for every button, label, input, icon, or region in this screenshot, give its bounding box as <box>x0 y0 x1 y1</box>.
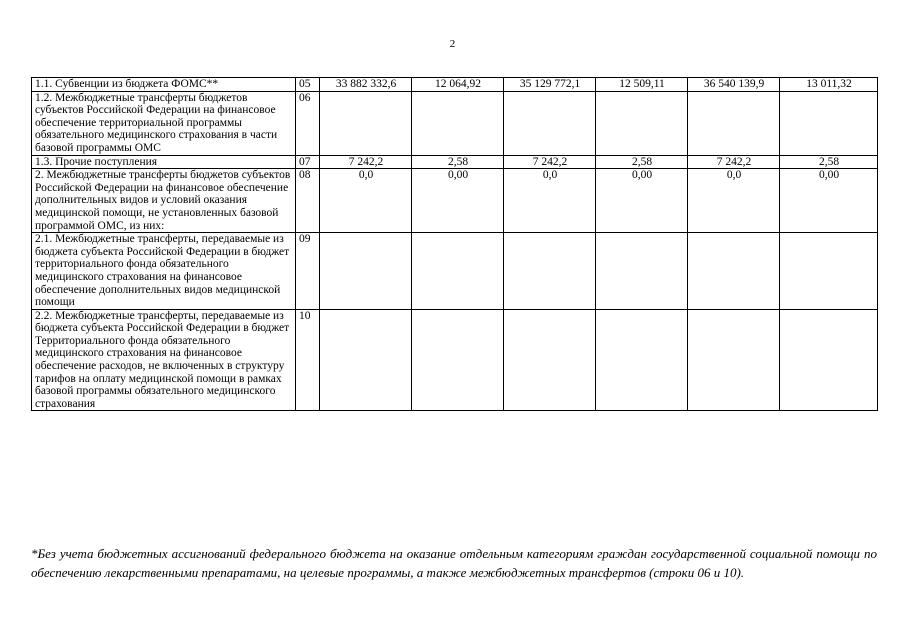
table-row <box>32 169 878 233</box>
row-code: 09 <box>296 233 320 310</box>
row-name: 2.2. Межбюджетные трансферты, передаваемые из бюджета субъекта Российской Федерации в бюджет Территориального фонда обязательного медицинского страхования на финансовое обеспечение расходов, не включенных в структуру тарифов на оплату медицинской помощи в рамках базовой программы обязательного медицинского страхования <box>32 309 296 411</box>
table-cell: 0,0 <box>504 169 596 233</box>
table-cell <box>412 233 504 310</box>
row-name: 1.3. Прочие поступления <box>32 155 296 169</box>
table-cell: 7 242,2 <box>320 155 412 169</box>
table-cell: 0,0 <box>688 169 780 233</box>
table-cell: 0,00 <box>596 169 688 233</box>
row-code: 10 <box>296 309 320 411</box>
table-cell <box>780 309 878 411</box>
table-cell: 33 882 332,6 <box>320 78 412 92</box>
table-cell: 13 011,32 <box>780 78 878 92</box>
table-cell <box>688 233 780 310</box>
footnote: *Без учета бюджетных ассигнований федерального бюджета на оказание отдельным категориям граждан государственной социальной помощи по обеспечению лекарственными препаратами, на целевые программы, а также межбюджетных трансфертов (строки 06 и 10). <box>31 546 877 580</box>
table-cell <box>320 233 412 310</box>
table-cell: 36 540 139,9 <box>688 78 780 92</box>
table-cell <box>688 309 780 411</box>
table-cell <box>320 91 412 155</box>
table-cell: 0,00 <box>780 169 878 233</box>
table-cell <box>320 309 412 411</box>
table-cell <box>504 91 596 155</box>
row-code: 08 <box>296 169 320 233</box>
row-code: 05 <box>296 78 320 92</box>
table-cell: 12 509,11 <box>596 78 688 92</box>
table-cell <box>780 233 878 310</box>
table-cell <box>504 233 596 310</box>
table-cell <box>780 91 878 155</box>
table-row <box>32 91 878 155</box>
table-cell: 12 064,92 <box>412 78 504 92</box>
row-code: 06 <box>296 91 320 155</box>
table-cell: 2,58 <box>596 155 688 169</box>
table-cell: 7 242,2 <box>688 155 780 169</box>
table-cell <box>412 91 504 155</box>
budget-table <box>31 77 878 411</box>
table-cell: 2,58 <box>780 155 878 169</box>
table-cell <box>596 309 688 411</box>
table-row <box>32 155 878 169</box>
table-cell <box>688 91 780 155</box>
table-cell: 35 129 772,1 <box>504 78 596 92</box>
table-cell <box>412 309 504 411</box>
table-row <box>32 309 878 411</box>
row-name: 1.2. Межбюджетные трансферты бюджетов субъектов Российской Федерации на финансовое обеспечение территориальной программы обязательного медицинского страхования в части базовой программы ОМС <box>32 91 296 155</box>
row-code: 07 <box>296 155 320 169</box>
table-cell: 7 242,2 <box>504 155 596 169</box>
row-name: 2.1. Межбюджетные трансферты, передаваемые из бюджета субъекта Российской Федерации в бюджет территориального фонда обязательного медицинского страхования на финансовое обеспечение дополнительных видов медицинской помощи <box>32 233 296 310</box>
table-row <box>32 233 878 310</box>
row-name: 1.1. Субвенции из бюджета ФОМС** <box>32 78 296 92</box>
table-cell <box>596 91 688 155</box>
table-row <box>32 78 878 92</box>
table-cell <box>596 233 688 310</box>
table-cell <box>504 309 596 411</box>
table-cell: 2,58 <box>412 155 504 169</box>
row-name: 2. Межбюджетные трансферты бюджетов субъектов Российской Федерации на финансовое обеспечение дополнительных видов и условий оказания медицинской помощи, не установленных базовой программой ОМС, из них: <box>32 169 296 233</box>
table-cell: 0,0 <box>320 169 412 233</box>
table-cell: 0,00 <box>412 169 504 233</box>
page-number: 2 <box>449 38 456 50</box>
